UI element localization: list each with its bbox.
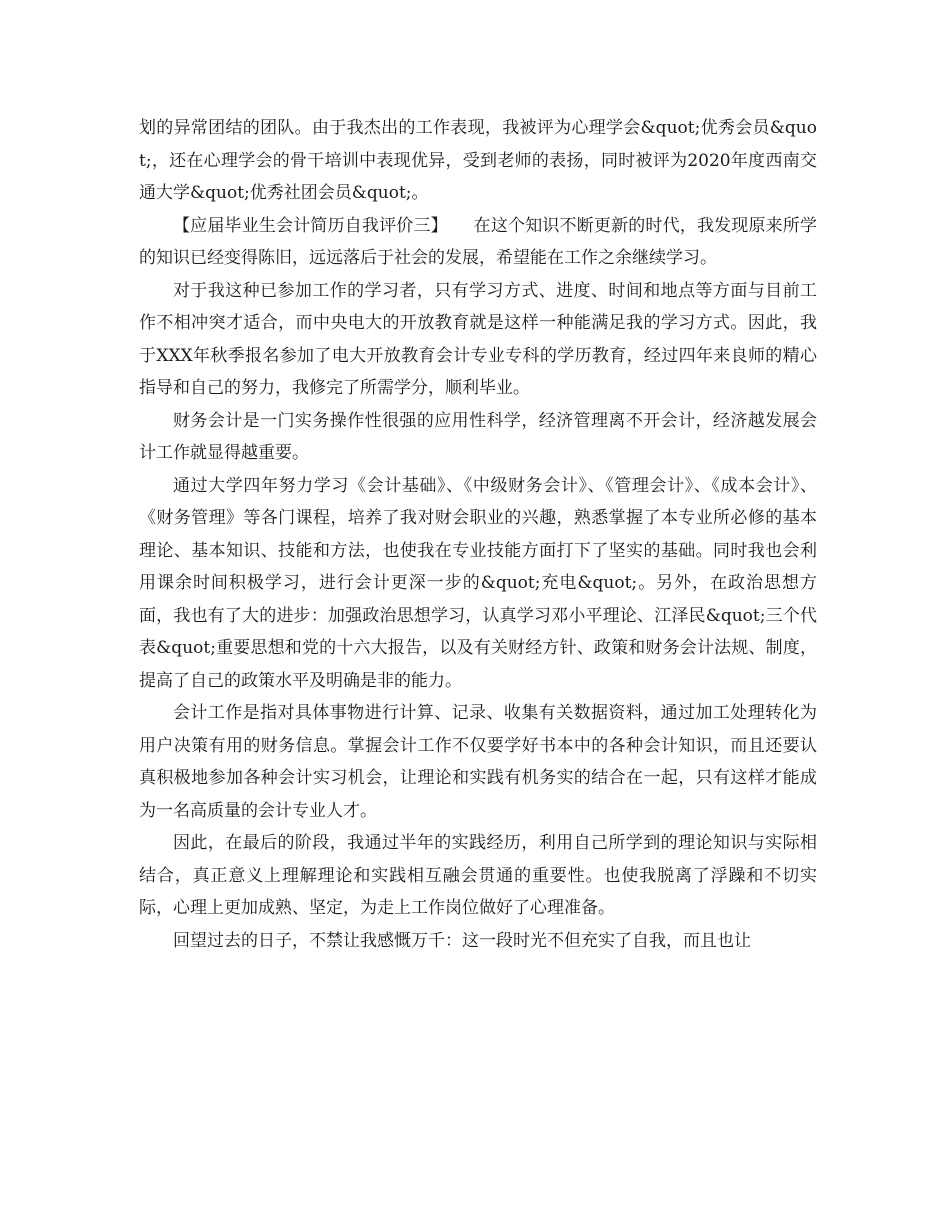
paragraph-practice: 因此，在最后的阶段，我通过半年的实践经历，利用自己所学到的理论知识与实际相结合，真正意义上理解理论和实践相互融会贯通的重要性。也使我脱离了浮躁和不切实际，心理上更加成熟、坚定，为走上工作岗位做好了心理准备。 <box>139 833 817 918</box>
paragraph-accounting-importance: 财务会计是一门实务操作性很强的应用性科学，经济管理离不开会计，经济越发展会计工作就显得越重要。 <box>139 410 817 463</box>
paragraph-continuation: 划的异常团结的团队。由于我杰出的工作表现，我被评为心理学会&quot;优秀会员&quot;，还在心理学会的骨干培训中表现优异，受到老师的表扬，同时被评为2020年度西南交通大学&quot;优秀社团会员&quot;。 <box>139 118 817 203</box>
paragraph-study-mode: 对于我这种已参加工作的学习者，只有学习方式、进度、时间和地点等方面与目前工作不相冲突才适合，而中央电大的开放教育就是这样一种能满足我的学习方式。因此，我于XXX年秋季报名参加了电大开放教育会计专业专科的学历教育，经过四年来良师的精心指导和自己的努力，我修完了所需学分，顺利毕业。 <box>139 280 817 398</box>
paragraph-section-heading: 【应届毕业生会计简历自我评价三】 在这个知识不断更新的时代，我发现原来所学的知识已经变得陈旧，远远落后于社会的发展，希望能在工作之余继续学习。 <box>139 215 817 268</box>
paragraph-courses: 通过大学四年努力学习《会计基础》、《中级财务会计》、《管理会计》、《成本会计》、《财务管理》等各门课程，培养了我对财会职业的兴趣，熟悉掌握了本专业所必修的基本理论、基本知识、技能和方法，也使我在专业技能方面打下了坚实的基础。同时我也会利用课余时间积极学习，进行会计更深一步的&quot;充电&quot;。另外，在政治思想方面，我也有了大的进步：加强政治思想学习，认真学习邓小平理论、江泽民&quot;三个代表&quot;重要思想和党的十六大报告，以及有关财经方针、政策和财务会计法规、制度，提高了自己的政策水平及明确是非的能力。 <box>139 475 817 691</box>
paragraph-reflection: 回望过去的日子，不禁让我感慨万千：这一段时光不但充实了自我，而且也让 <box>173 930 751 951</box>
document-body <box>139 112 817 957</box>
paragraph-accounting-work: 会计工作是指对具体事物进行计算、记录、收集有关数据资料，通过加工处理转化为用户决策有用的财务信息。掌握会计工作不仅要学好书本中的各种会计知识，而且还要认真积极地参加各种会计实习机会，让理论和实践有机务实的结合在一起，只有这样才能成为一名高质量的会计专业人才。 <box>139 703 817 821</box>
